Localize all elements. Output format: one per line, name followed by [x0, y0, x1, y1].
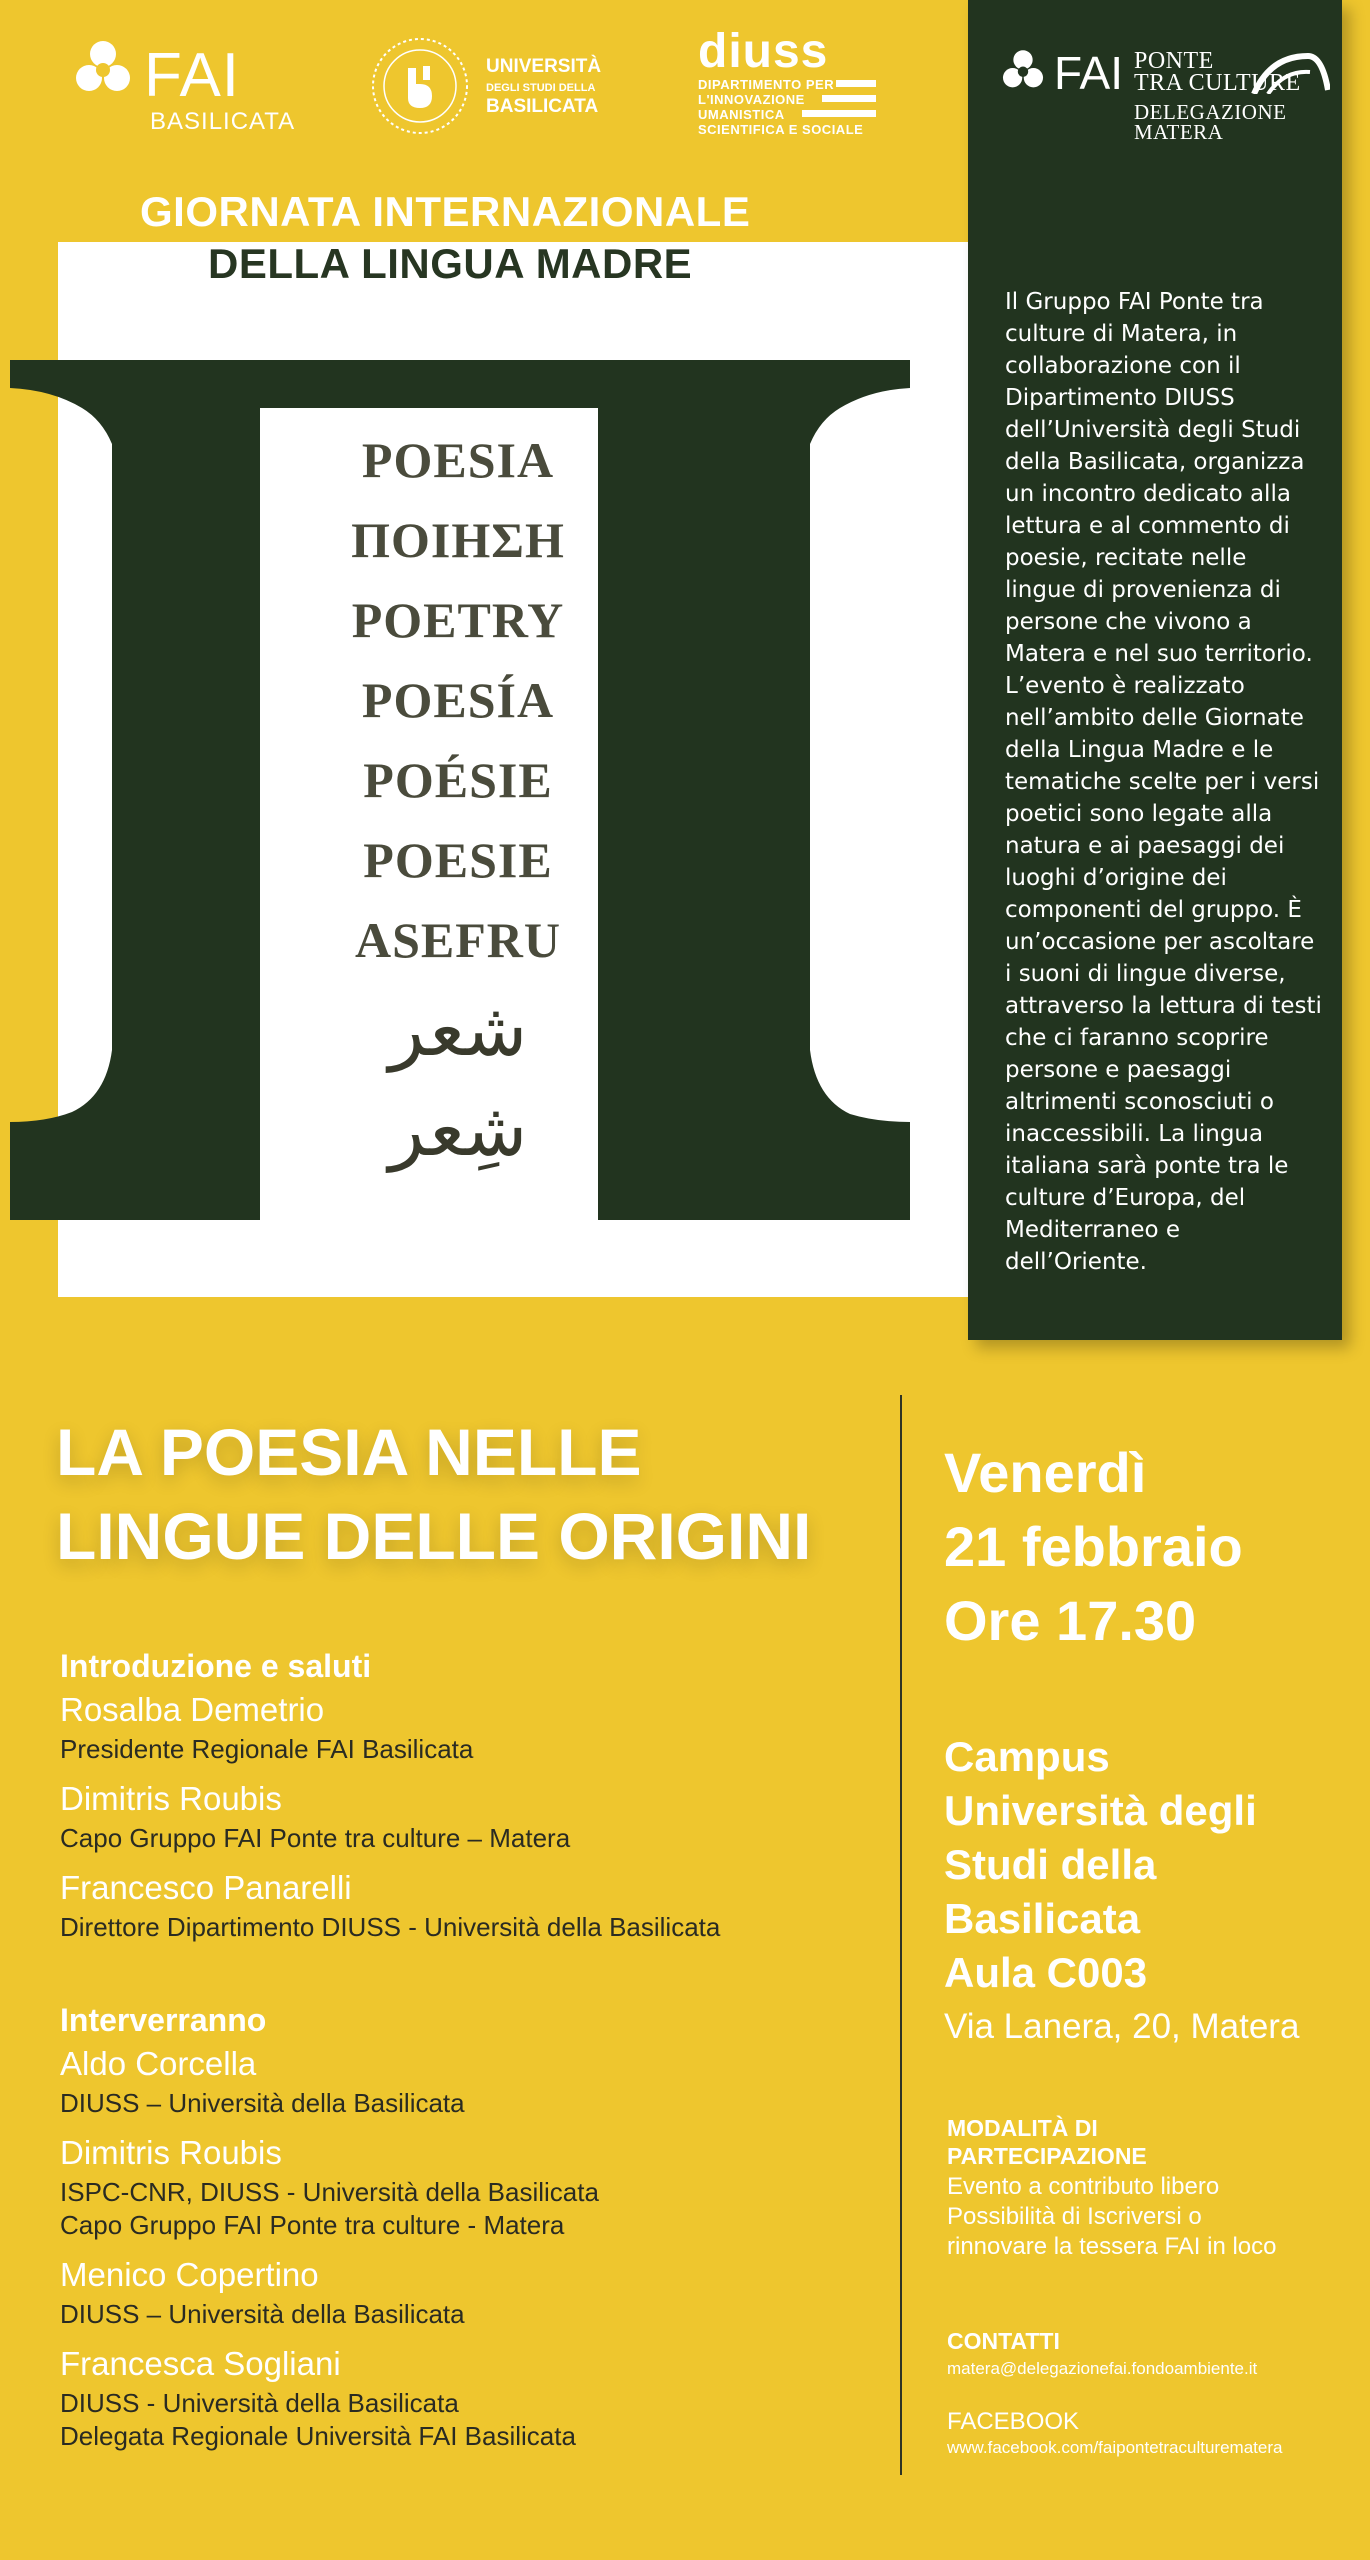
poetry-word-italian: POESIA: [361, 432, 555, 488]
diuss-bar-icon: [836, 80, 876, 87]
contacts: [947, 2328, 1257, 2379]
poetry-word-greek: ΠΟΙΗΣΗ: [351, 512, 565, 568]
main-title-line2: LINGUE DELLE ORIGINI: [56, 1499, 812, 1573]
university-logo: [368, 34, 608, 134]
venue-address: Via Lanera, 20, Matera: [944, 2007, 1300, 2046]
side-description-p1: Il Gruppo FAI Ponte tra culture di Matera, in collaborazione con il Dipartimento DIUSS dell’Università degli Studi della Basilicata, organizza un incontro dedicato alla lettura e al commento di poesie, recitate nelle lingue di provenienza di persone che vivono a Matera e nel suo territorio.: [1005, 289, 1313, 667]
fai-ponte-line2: TRA CULTURE: [1134, 70, 1301, 96]
program: [60, 1648, 880, 2453]
speaker-name: Rosalba Demetrio: [60, 1691, 325, 1728]
university-line2: DEGLI STUDI DELLA: [486, 82, 596, 94]
diuss-line1: DIPARTIMENTO PER: [698, 77, 835, 92]
venue-line1: Campus: [944, 1733, 1110, 1780]
venue-room: Aula C003: [944, 1949, 1148, 1996]
side-description: [1005, 286, 1323, 1278]
speaker-name: Francesco Panarelli: [60, 1869, 352, 1906]
poetry-word-german: POESIE: [363, 832, 553, 888]
poetry-word-column: [258, 420, 658, 1180]
contacts-heading: CONTATTI: [947, 2328, 1060, 2354]
event-date-text: 21 febbraio: [944, 1515, 1243, 1578]
event-date: [944, 1436, 1243, 1658]
diuss-line4: SCIENTIFICA E SOCIALE: [698, 122, 864, 137]
speaker-role: Delegata Regionale Università FAI Basilicata: [60, 2421, 576, 2451]
speaker-role: DIUSS – Università della Basilicata: [60, 2299, 465, 2329]
diuss-logo: [698, 25, 888, 140]
participation-heading-line1: MODALITÀ DI: [947, 2115, 1098, 2141]
university-seal-icon: [368, 34, 472, 138]
poetry-word-arabic: شعر: [388, 987, 528, 1073]
venue-line3: Studi della: [944, 1841, 1157, 1888]
diuss-bar-icon: [802, 110, 876, 117]
diuss-line3: UMANISTICA: [698, 107, 785, 122]
venue-line4: Basilicata: [944, 1895, 1141, 1942]
poetry-word-arabic-vowelled: شِعر: [388, 1087, 528, 1173]
fai-brand-text: FAI: [144, 41, 241, 110]
fai-ponte-line1: PONTE: [1134, 48, 1214, 74]
speaker-role: ISPC-CNR, DIUSS - Università della Basilicata: [60, 2177, 599, 2207]
university-line3: BASILICATA: [486, 96, 599, 117]
facebook-url-link[interactable]: www.facebook.com/faipontetraculturematera: [947, 2438, 1283, 2457]
venue: [944, 1730, 1299, 2054]
poetry-word-french: POÉSIE: [363, 752, 553, 808]
speaker-role: Capo Gruppo FAI Ponte tra culture - Matera: [60, 2210, 565, 2240]
contacts-email-link[interactable]: matera@delegazionefai.fondoambiente.it: [947, 2359, 1258, 2378]
participation-line1: Evento a contributo libero: [947, 2173, 1220, 2200]
participation-line2: Possibilità di Iscriversi o: [947, 2203, 1202, 2230]
participation-line3: rinnovare la tessera FAI in loco: [947, 2233, 1277, 2260]
fai-ponte-line3: DELEGAZIONE: [1134, 100, 1287, 124]
main-title: [56, 1410, 811, 1578]
venue-line2: Università degli: [944, 1787, 1257, 1834]
speaker-name: Francesca Sogliani: [60, 2345, 341, 2382]
facebook-heading: FACEBOOK: [947, 2408, 1080, 2435]
event-title-line2: DELLA LINGUA MADRE: [208, 240, 693, 287]
speaker-name: Menico Copertino: [60, 2256, 319, 2293]
diuss-bar-icon: [822, 95, 876, 102]
poetry-word-english: POETRY: [351, 592, 565, 648]
fai-basilicata-logo: [72, 38, 302, 138]
diuss-line2: L'INNOVAZIONE: [698, 92, 805, 107]
fai-trefoil-icon: [1000, 48, 1046, 94]
fai-ponte-logo: [1000, 46, 1330, 156]
fai-region-text: BASILICATA: [150, 108, 296, 135]
speaker-role: DIUSS - Università della Basilicata: [60, 2388, 459, 2418]
diuss-name: diuss: [698, 25, 829, 78]
main-title-line1: LA POESIA NELLE: [56, 1415, 642, 1489]
event-time: Ore 17.30: [944, 1589, 1197, 1652]
side-description-p2: L’evento è realizzato nell’ambito delle Giornate della Lingua Madre e le tematiche scelte per i versi poetici sono legate alla natura e ai paesaggi dei luoghi d’origine dei componenti del gruppo. È un’occasione per ascoltare i suoni di lingue diverse, attraverso la lettura di testi che ci faranno scoprire persone e paesaggi altrimenti sconosciuti o inaccessibili. La lingua italiana sarà ponte tra le culture d’Europa, del Mediterraneo e dell’Oriente.: [1005, 673, 1322, 1275]
fai-trefoil-icon: [72, 38, 134, 100]
fai-ponte-brand: FAI: [1054, 47, 1124, 99]
poetry-word-berber: ASEFRU: [354, 912, 562, 968]
speaker-name: Dimitris Roubis: [60, 2134, 282, 2171]
speaker-name: Dimitris Roubis: [60, 1780, 282, 1817]
participation-heading-line2: PARTECIPAZIONE: [947, 2143, 1147, 2169]
column-divider: [900, 1395, 902, 2475]
fai-ponte-line4: MATERA: [1134, 120, 1224, 144]
speaker-role: Direttore Dipartimento DIUSS - Università della Basilicata: [60, 1912, 721, 1942]
university-line1: UNIVERSITÀ: [486, 56, 602, 77]
event-title-line1: GIORNATA INTERNAZIONALE: [140, 188, 751, 235]
speaker-role: Presidente Regionale FAI Basilicata: [60, 1734, 474, 1764]
poetry-word-spanish: POESÍA: [361, 672, 555, 728]
speakers-heading: Interverranno: [60, 2002, 267, 2038]
event-day: Venerdì: [944, 1441, 1147, 1504]
intro-heading: Introduzione e saluti: [60, 1648, 372, 1684]
participation-info: [947, 2114, 1277, 2262]
speaker-name: Aldo Corcella: [60, 2045, 257, 2082]
facebook-info: [947, 2408, 1282, 2458]
speaker-role: Capo Gruppo FAI Ponte tra culture – Matera: [60, 1823, 571, 1853]
bridge-arc-icon: [1250, 50, 1330, 94]
speaker-role: DIUSS – Università della Basilicata: [60, 2088, 465, 2118]
